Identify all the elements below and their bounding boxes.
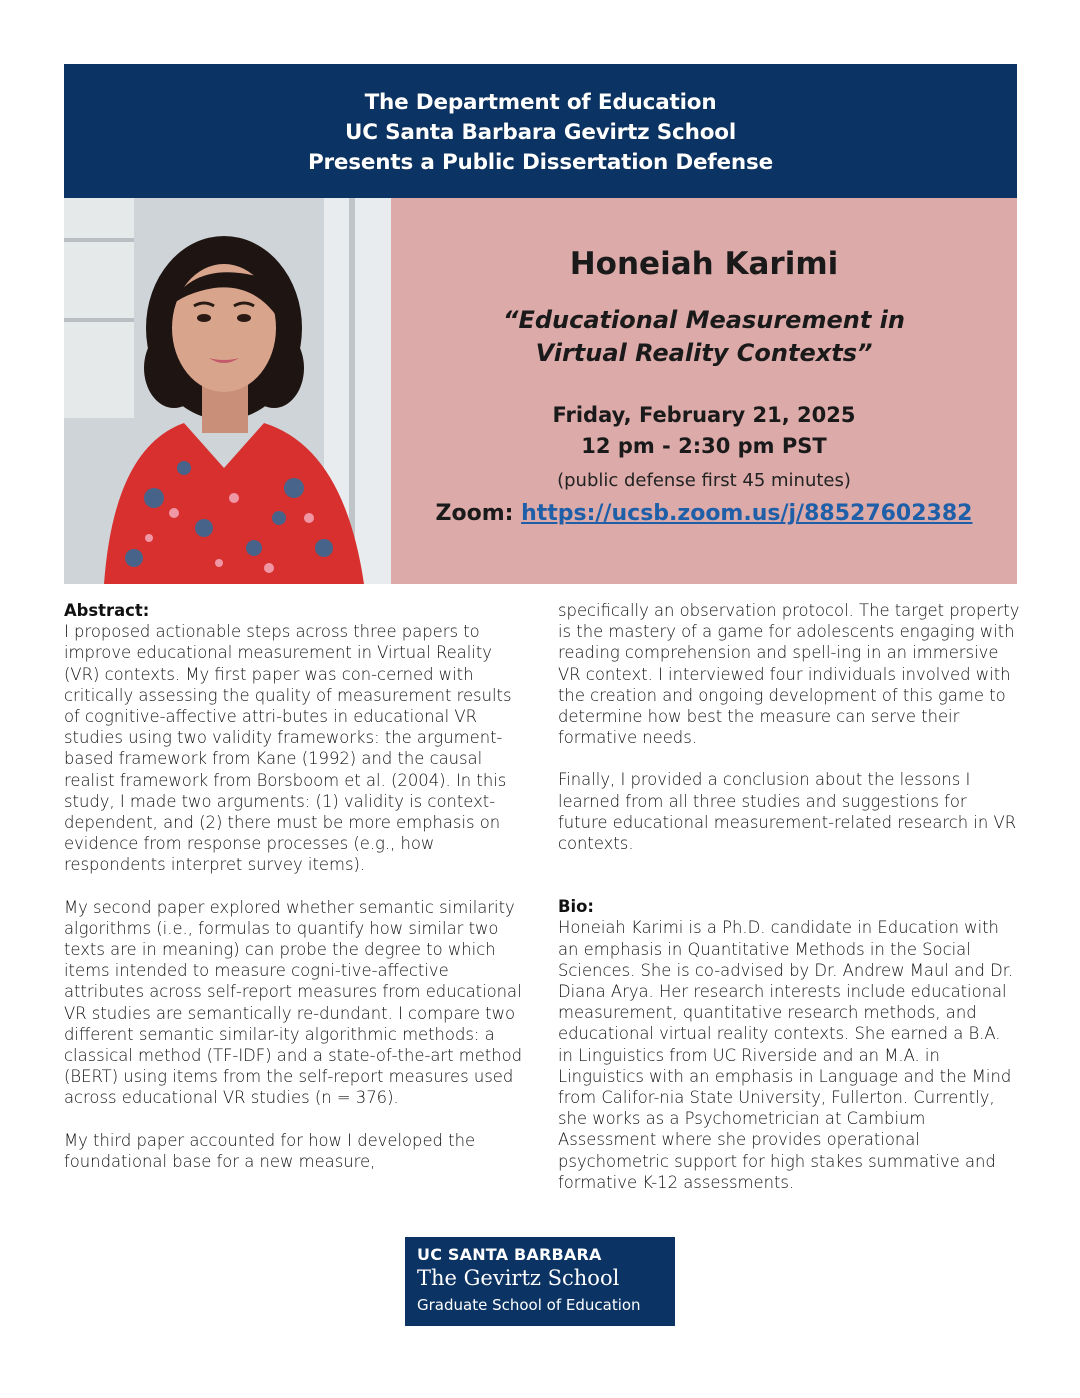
abstract-paragraph-1: I proposed actionable steps across three papers to improve educational measurement in Virtual Reality (VR) contexts. My first paper was con-cerned with critically assessing the quality of measurement results of cognitive-affective attri-butes in educational VR studies using two validity frameworks: the argument-based framework from Kane (1992) and the causal realist framework from Borsboom et al. (2004). In this study, I made two arguments: (1) validity is context-dependent, and (2) there must be more emphasis on evidence from response processes (e.g., how respondents interpret survey items). (64, 622, 512, 875)
abstract-column (64, 600, 526, 1172)
event-date: Friday, February 21, 2025 (552, 403, 856, 427)
bio-text: Honeiah Karimi is a Ph.D. candidate in Education with an emphasis in Quantitative Methods in the Social Sciences. She is co-advised by Dr. Andrew Maul and Dr. Diana Arya. Her research interests include educational measurement, quantitative research methods, and educational virtual reality contexts. She earned a B.A. in Linguistics from UC Riverside and an M.A. in Linguistics with an emphasis in Language and the Mind from Califor-nia State University, Fullerton. Currently, she works as a Psychometrician at Cambium Assessment where she provides operational psychometric support for high stakes summative and formative K-12 assessments. (558, 918, 1014, 1192)
dissertation-title (391, 304, 1017, 370)
event-note: (public defense first 45 minutes) (557, 470, 851, 491)
zoom-link[interactable]: https://ucsb.zoom.us/j/88527602382 (521, 501, 973, 526)
bio-heading: Bio: (558, 897, 594, 917)
abstract-paragraph-4: Finally, I provided a conclusion about the lessons I learned from all three studies and suggestions for future educational measurement-related research in VR contexts. (558, 770, 1017, 854)
zoom-line (391, 501, 1017, 526)
portrait-illustration (64, 198, 391, 584)
abstract-paragraph-2: My second paper explored whether semantic similarity algorithms (i.e., formulas to quantify how similar two texts are in meaning) can probe the degree to which items intended to measure cogni-tive-affective attributes across self-report measures from educational VR studies are semantically re-dundant. I compare two different semantic similar-ity algorithmic methods: a classical method (TF-IDF) and a state-of-the-art method (BERT) using items from the self-report measures used across educational VR studies (n = 376). (64, 897, 523, 1108)
gevirtz-school-logo (405, 1237, 675, 1326)
zoom-label: Zoom: (435, 501, 514, 526)
abstract-paragraph-3-cont: specifically an observation protocol. The target property is the mastery of a game for adolescents engaging with reading comprehension and spell-ing in an immersive VR context. I interviewed four individuals involved with the creation and ongoing development of this game to determine how best the measure can serve their formative needs. (558, 601, 1020, 748)
right-column (558, 600, 1020, 1193)
title-line-2: Virtual Reality Contexts” (535, 339, 873, 367)
title-line-1: “Educational Measurement in (503, 306, 905, 334)
event-datetime (391, 400, 1017, 462)
header-line-3: Presents a Public Dissertation Defense (307, 150, 774, 175)
event-time: 12 pm - 2:30 pm PST (581, 434, 827, 458)
header-line-1: The Department of Education (364, 90, 717, 115)
candidate-name: Honeiah Karimi (569, 246, 839, 282)
portrait-photo (64, 198, 391, 584)
event-info-panel (391, 198, 1017, 584)
logo-line-1: UC SANTA BARBARA (417, 1245, 602, 1264)
abstract-heading: Abstract: (64, 601, 150, 620)
header-line-2: UC Santa Barbara Gevirtz School (344, 120, 737, 145)
banner-header (64, 64, 1017, 198)
logo-line-3: Graduate School of Education (417, 1296, 641, 1314)
logo-line-2: The Gevirtz School (417, 1266, 620, 1290)
abstract-paragraph-3: My third paper accounted for how I developed the foundational base for a new measure, (64, 1130, 476, 1171)
